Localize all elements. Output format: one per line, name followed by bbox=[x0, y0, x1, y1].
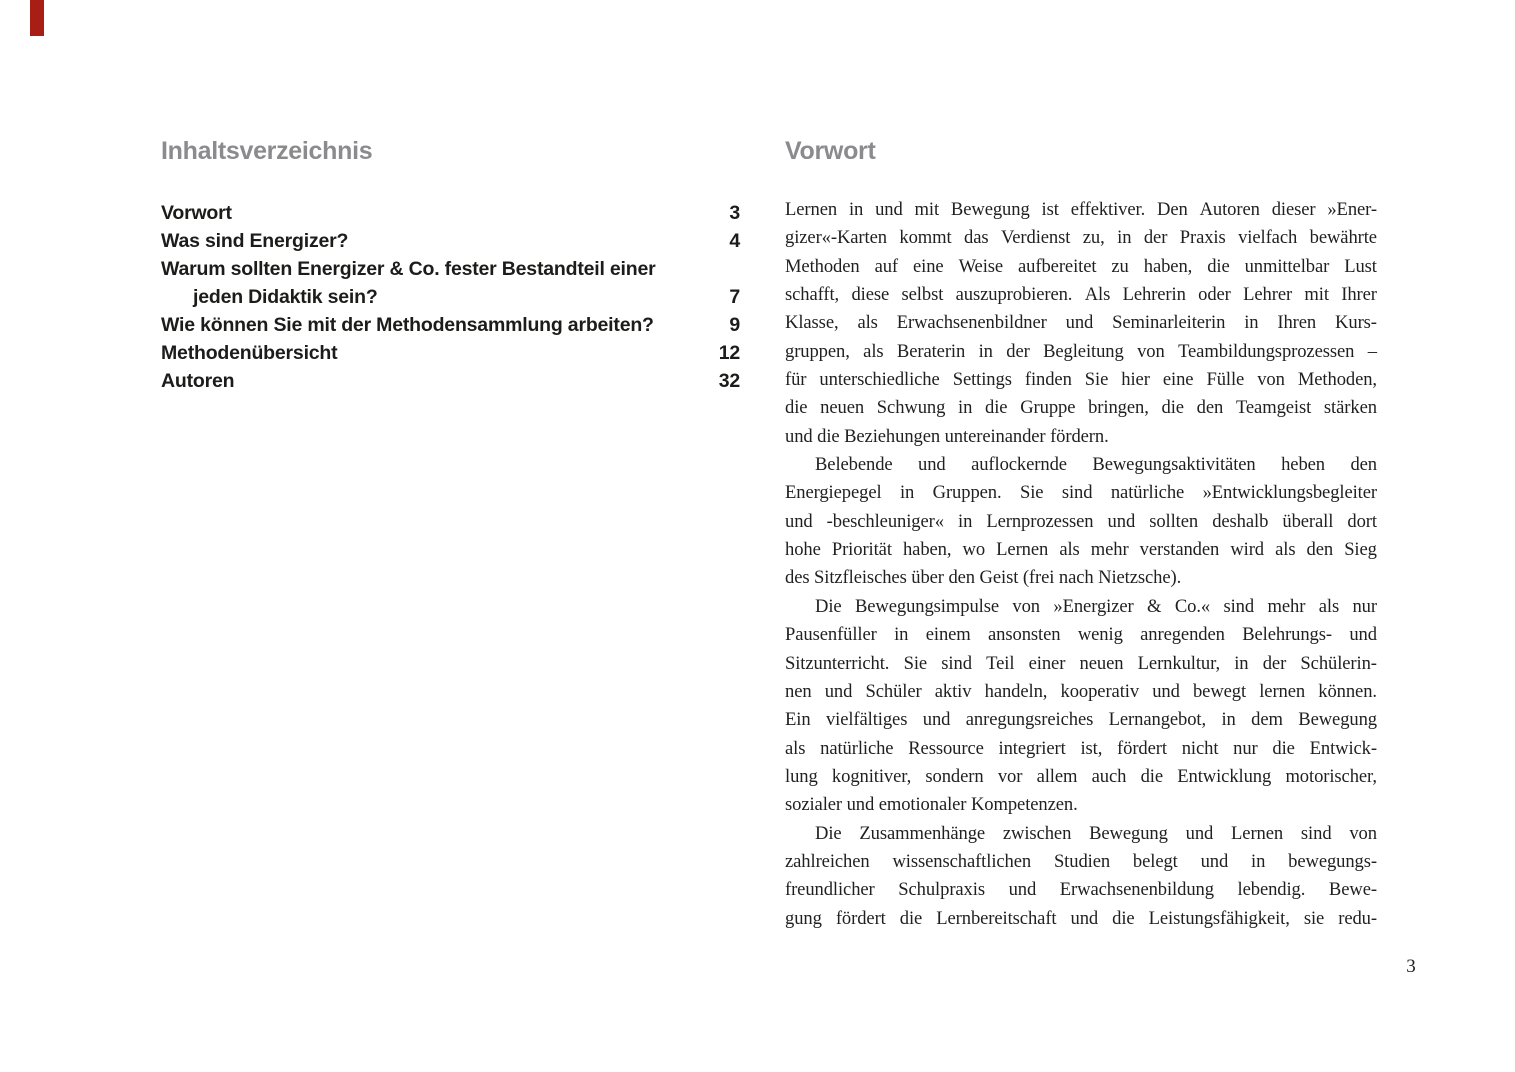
text-line: Energiepegel in Gruppen. Sie sind natürliche »Entwicklungsbegleiter bbox=[785, 482, 1377, 504]
toc-entry-page: 4 bbox=[729, 230, 740, 252]
text-line: und die Beziehungen untereinander fördern. bbox=[785, 425, 1109, 447]
toc-entry-page: 3 bbox=[729, 202, 740, 224]
text-line: hohe Priorität haben, wo Lernen als mehr verstanden wird als den Sieg bbox=[785, 539, 1377, 561]
toc-row bbox=[161, 199, 740, 227]
toc-entry-page: 7 bbox=[729, 286, 740, 308]
text-line: die neuen Schwung in die Gruppe bringen, die den Teamgeist stärken bbox=[785, 397, 1377, 419]
toc-row bbox=[161, 255, 740, 283]
toc-row bbox=[161, 311, 740, 339]
toc-row bbox=[161, 339, 740, 367]
text-line: Pausenfüller in einem ansonsten wenig anregenden Belehrungs- und bbox=[785, 624, 1377, 646]
toc-entry-label: Vorwort bbox=[161, 202, 232, 224]
toc-title: Inhaltsverzeichnis bbox=[161, 137, 373, 165]
toc-entry-label: Methodenübersicht bbox=[161, 342, 338, 364]
text-line: Sitzunterricht. Sie sind Teil einer neuen Lernkultur, in der Schülerin- bbox=[785, 652, 1377, 674]
text-line: lung kognitiver, sondern vor allem auch die Entwicklung motorischer, bbox=[785, 765, 1377, 787]
toc-entry-label: Autoren bbox=[161, 370, 235, 392]
text-line: Ein vielfältiges und anregungsreiches Lernangebot, in dem Bewegung bbox=[785, 709, 1377, 731]
text-line: Lernen in und mit Bewegung ist effektiver. Den Autoren dieser »Ener- bbox=[785, 199, 1377, 220]
toc-row bbox=[161, 283, 740, 311]
toc-entry-label: Wie können Sie mit der Methodensammlung arbeiten? bbox=[161, 314, 654, 336]
toc-row bbox=[161, 227, 740, 255]
red-corner-mark bbox=[30, 0, 44, 36]
toc-entry-label: Was sind Energizer? bbox=[161, 230, 349, 252]
toc-entry-label: Warum sollten Energizer & Co. fester Bestandteil einer bbox=[161, 258, 656, 280]
text-line: und -beschleuniger« in Lernprozessen und sollten deshalb überall dort bbox=[785, 510, 1377, 532]
toc-row bbox=[161, 367, 740, 395]
toc-entry-page: 12 bbox=[718, 342, 740, 364]
text-line: Klasse, als Erwachsenenbildner und Seminarleiterin in Ihren Kurs- bbox=[785, 312, 1377, 334]
text-line: nen und Schüler aktiv handeln, kooperativ und bewegt lernen können. bbox=[785, 680, 1377, 702]
toc-entry-page: 9 bbox=[729, 314, 740, 336]
text-line: für unterschiedliche Settings finden Sie hier eine Fülle von Methoden, bbox=[785, 369, 1377, 391]
body-text bbox=[785, 196, 1377, 933]
text-line: des Sitzfleisches über den Geist (frei nach Nietzsche). bbox=[785, 567, 1182, 589]
text-line: schafft, diese selbst auszuprobieren. Als Lehrerin oder Lehrer mit Ihrer bbox=[785, 284, 1377, 306]
preface-title: Vorwort bbox=[785, 137, 876, 165]
text-line: als natürliche Ressource integriert ist, fördert nicht nur die Entwick- bbox=[785, 737, 1377, 759]
toc-list bbox=[161, 199, 740, 395]
text-line: Methoden auf eine Weise aufbereitet zu haben, die unmittelbar Lust bbox=[785, 255, 1377, 277]
text-line: zahlreichen wissenschaftlichen Studien belegt und in bewegungs- bbox=[785, 850, 1377, 872]
text-line: Die Bewegungsimpulse von »Energizer & Co.« sind mehr als nur bbox=[815, 595, 1377, 617]
text-line: sozialer und emotionaler Kompetenzen. bbox=[785, 794, 1078, 816]
text-line: gruppen, als Beraterin in der Begleitung von Teambildungsprozessen – bbox=[785, 340, 1377, 362]
text-line: gizer«-Karten kommt das Verdienst zu, in der Praxis vielfach bewährte bbox=[785, 227, 1377, 249]
text-line: Belebende und auflockernde Bewegungsaktivitäten heben den bbox=[815, 454, 1377, 476]
text-line: Die Zusammenhänge zwischen Bewegung und Lernen sind von bbox=[815, 822, 1377, 844]
toc-entry-page: 32 bbox=[718, 370, 740, 392]
text-line: gung fördert die Lernbereitschaft und die Leistungsfähigkeit, sie redu- bbox=[785, 907, 1377, 929]
page-number: 3 bbox=[1406, 956, 1416, 977]
text-line: freundlicher Schulpraxis und Erwachsenenbildung lebendig. Bewe- bbox=[785, 879, 1377, 901]
toc-entry-label: jeden Didaktik sein? bbox=[193, 286, 378, 308]
